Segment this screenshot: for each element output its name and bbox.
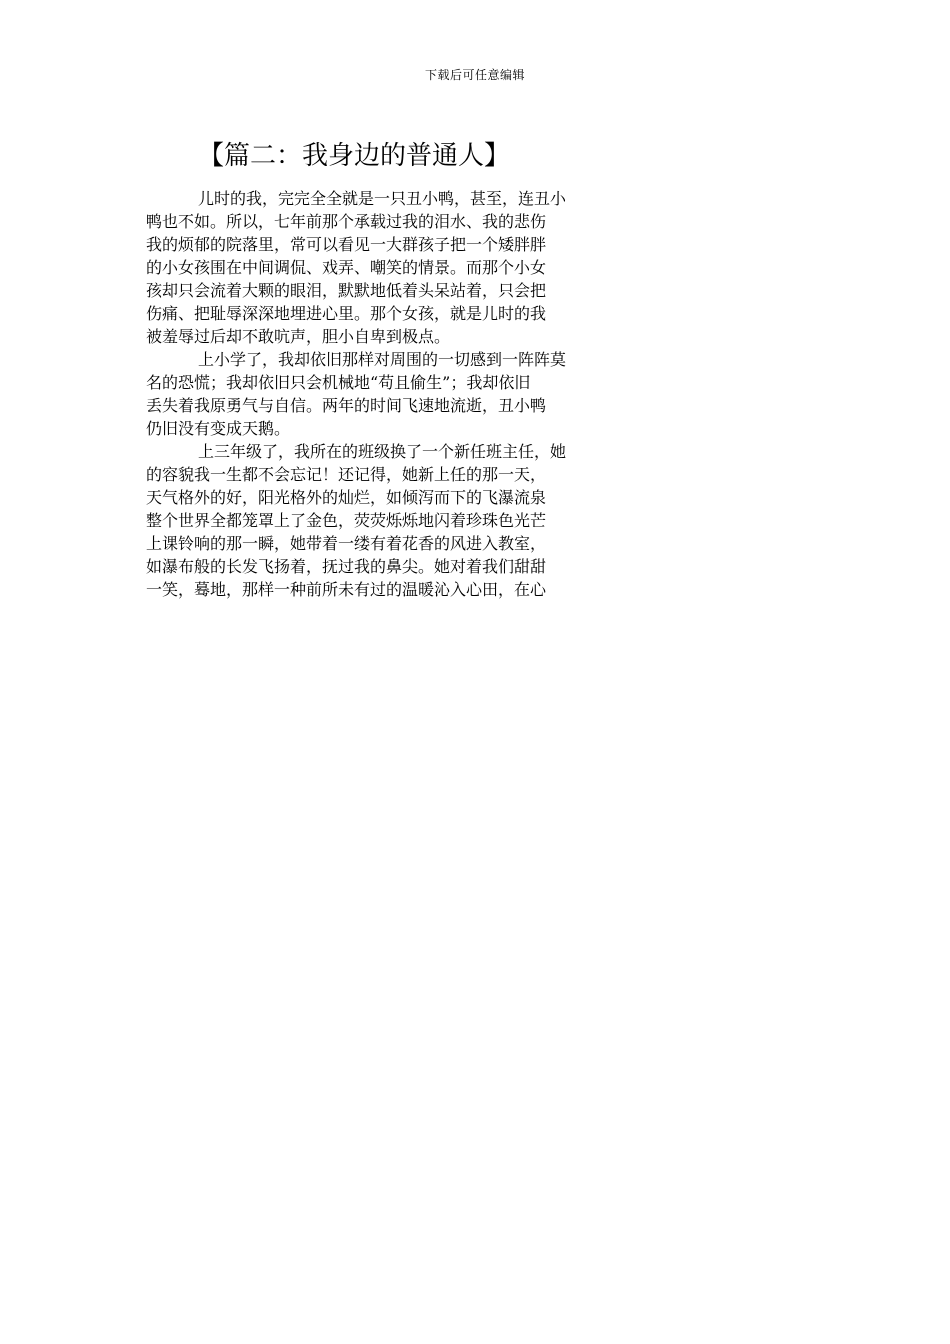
text-line: 整个世界全都笼罩上了金色，荧荧烁烁地闪着珍珠色光芒 bbox=[146, 510, 547, 530]
text-line: 一笑，蓦地，那样一种前所未有过的温暖沁入心田，在心 bbox=[146, 579, 547, 599]
text-line: 上三年级了，我所在的班级换了一个新任班主任，她 bbox=[198, 441, 567, 461]
header-note: 下载后可任意编辑 bbox=[424, 68, 525, 82]
text-line: 的容貌我一生都不会忘记！还记得，她新上任的那一天， bbox=[146, 464, 547, 484]
text-line: 儿时的我，完完全全就是一只丑小鸭，甚至，连丑小 bbox=[198, 188, 567, 208]
text-line: 我的烦郁的院落里，常可以看见一大群孩子把一个矮胖胖 bbox=[146, 234, 547, 254]
text-line: 孩却只会流着大颗的眼泪，默默地低着头呆站着，只会把 bbox=[146, 280, 547, 300]
text-line: 的小女孩围在中间调侃、戏弄、嘲笑的情景。而那个小女 bbox=[146, 257, 547, 277]
document-title: 【篇二：我身边的普通人】 bbox=[198, 141, 511, 171]
paragraph-3 bbox=[146, 439, 806, 600]
text-line: 丢失着我原勇气与自信。两年的时间飞速地流逝，丑小鸭 bbox=[146, 395, 547, 415]
paragraph-1 bbox=[146, 186, 806, 347]
text-line: 被羞辱过后却不敢吭声，胆小自卑到极点。 bbox=[146, 326, 451, 346]
text-line: 上课铃响的那一瞬，她带着一缕有着花香的风进入教室， bbox=[146, 533, 547, 553]
text-line: 伤痛、把耻辱深深地埋进心里。那个女孩，就是儿时的我 bbox=[146, 303, 547, 323]
text-line: 鸭也不如。所以，七年前那个承载过我的泪水、我的悲伤 bbox=[146, 211, 547, 231]
text-line: 天气格外的好，阳光格外的灿烂，如倾泻而下的飞瀑流泉 bbox=[146, 487, 547, 507]
text-line: 如瀑布般的长发飞扬着，抚过我的鼻尖。她对着我们甜甜 bbox=[146, 556, 547, 576]
text-line: 名的恐慌；我却依旧只会机械地“苟且偷生”；我却依旧 bbox=[146, 372, 531, 392]
paragraph-2 bbox=[146, 347, 806, 439]
text-line: 上小学了，我却依旧那样对周围的一切感到一阵阵莫 bbox=[198, 349, 567, 369]
text-line: 仍旧没有变成天鹅。 bbox=[146, 418, 291, 438]
document-body bbox=[146, 128, 806, 600]
